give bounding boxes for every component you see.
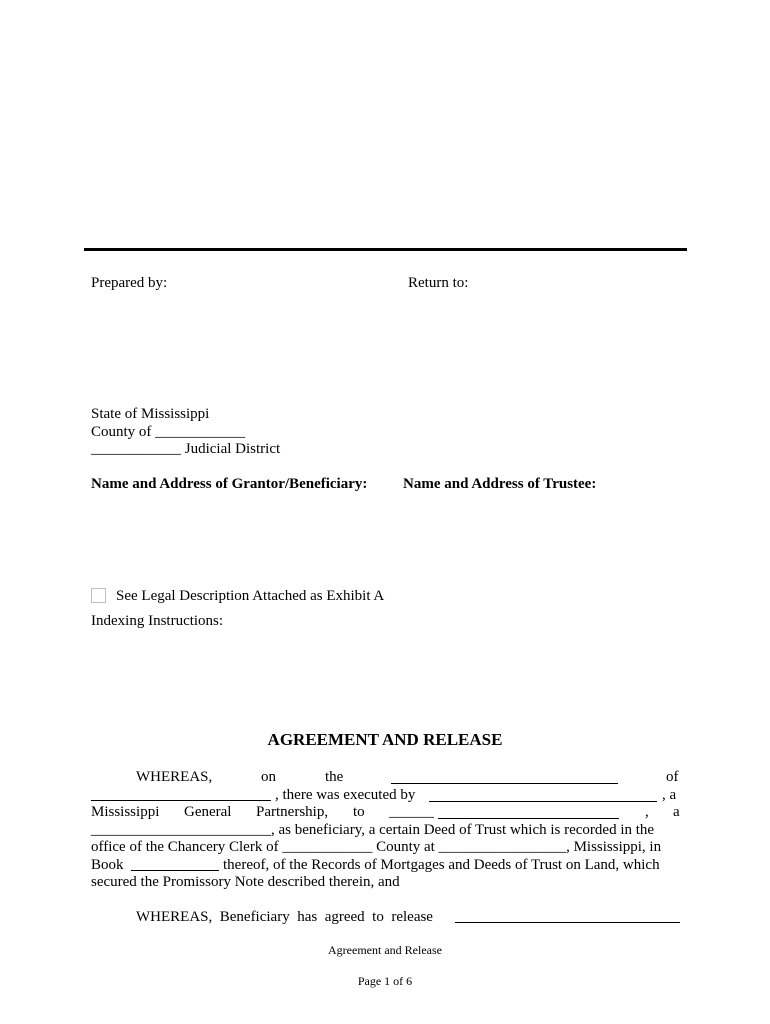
p1-line7: secured the Promissory Note described therein, and (91, 874, 400, 890)
indexing-instructions: Indexing Instructions: (91, 613, 224, 629)
p1-book: Book (91, 857, 124, 873)
p1-mississippi: Mississippi (91, 804, 160, 820)
trustee-heading: Name and Address of Trustee: (403, 476, 597, 492)
footer-doc-name: Agreement and Release (328, 943, 442, 957)
p1-a2: a (673, 804, 680, 820)
p1-the: the (325, 769, 344, 785)
p1-line4: ________________________, as beneficiary, a certain Deed of Trust which is recorded in the (91, 822, 655, 838)
trustee-blank[interactable] (438, 805, 619, 819)
p1-whereas: WHEREAS, (136, 769, 213, 785)
document-title: AGREEMENT AND RELEASE (267, 730, 503, 749)
return-to-label: Return to: (408, 275, 469, 291)
release-blank[interactable] (455, 909, 680, 923)
legal-description-label: See Legal Description Attached as Exhibit A (116, 588, 385, 604)
p1-executed-by: , there was executed by (275, 787, 416, 803)
p1-line6: thereof, of the Records of Mortgages and Deeds of Trust on Land, which (223, 857, 660, 873)
p1-to: to (353, 804, 365, 820)
p1-general: General (184, 804, 232, 820)
p1-to-blank-prefix: ______ (389, 804, 434, 820)
p2-text: WHEREAS, Beneficiary has agreed to release (136, 909, 433, 925)
p1-a: , a (662, 787, 677, 803)
state-line: State of Mississippi (91, 406, 210, 422)
p1-partnership: Partnership, (256, 804, 329, 820)
legal-description-checkbox[interactable] (91, 588, 106, 603)
grantor-blank[interactable] (91, 787, 271, 801)
p1-of: of (666, 769, 679, 785)
p1-line5: office of the Chancery Clerk of ____________ County at _________________, Mississippi, in (91, 839, 662, 855)
executed-by-blank[interactable] (429, 788, 657, 802)
date-blank[interactable] (391, 770, 618, 784)
p1-on: on (261, 769, 276, 785)
book-blank[interactable] (131, 857, 219, 871)
county-line: County of ____________ (91, 424, 246, 440)
prepared-by-label: Prepared by: (91, 275, 168, 291)
header-rule (84, 248, 687, 251)
grantor-heading: Name and Address of Grantor/Beneficiary: (91, 476, 368, 492)
page-number: Page 1 of 6 (357, 974, 413, 988)
p1-comma: , (645, 804, 649, 820)
judicial-district-line: ____________ Judicial District (91, 441, 281, 457)
